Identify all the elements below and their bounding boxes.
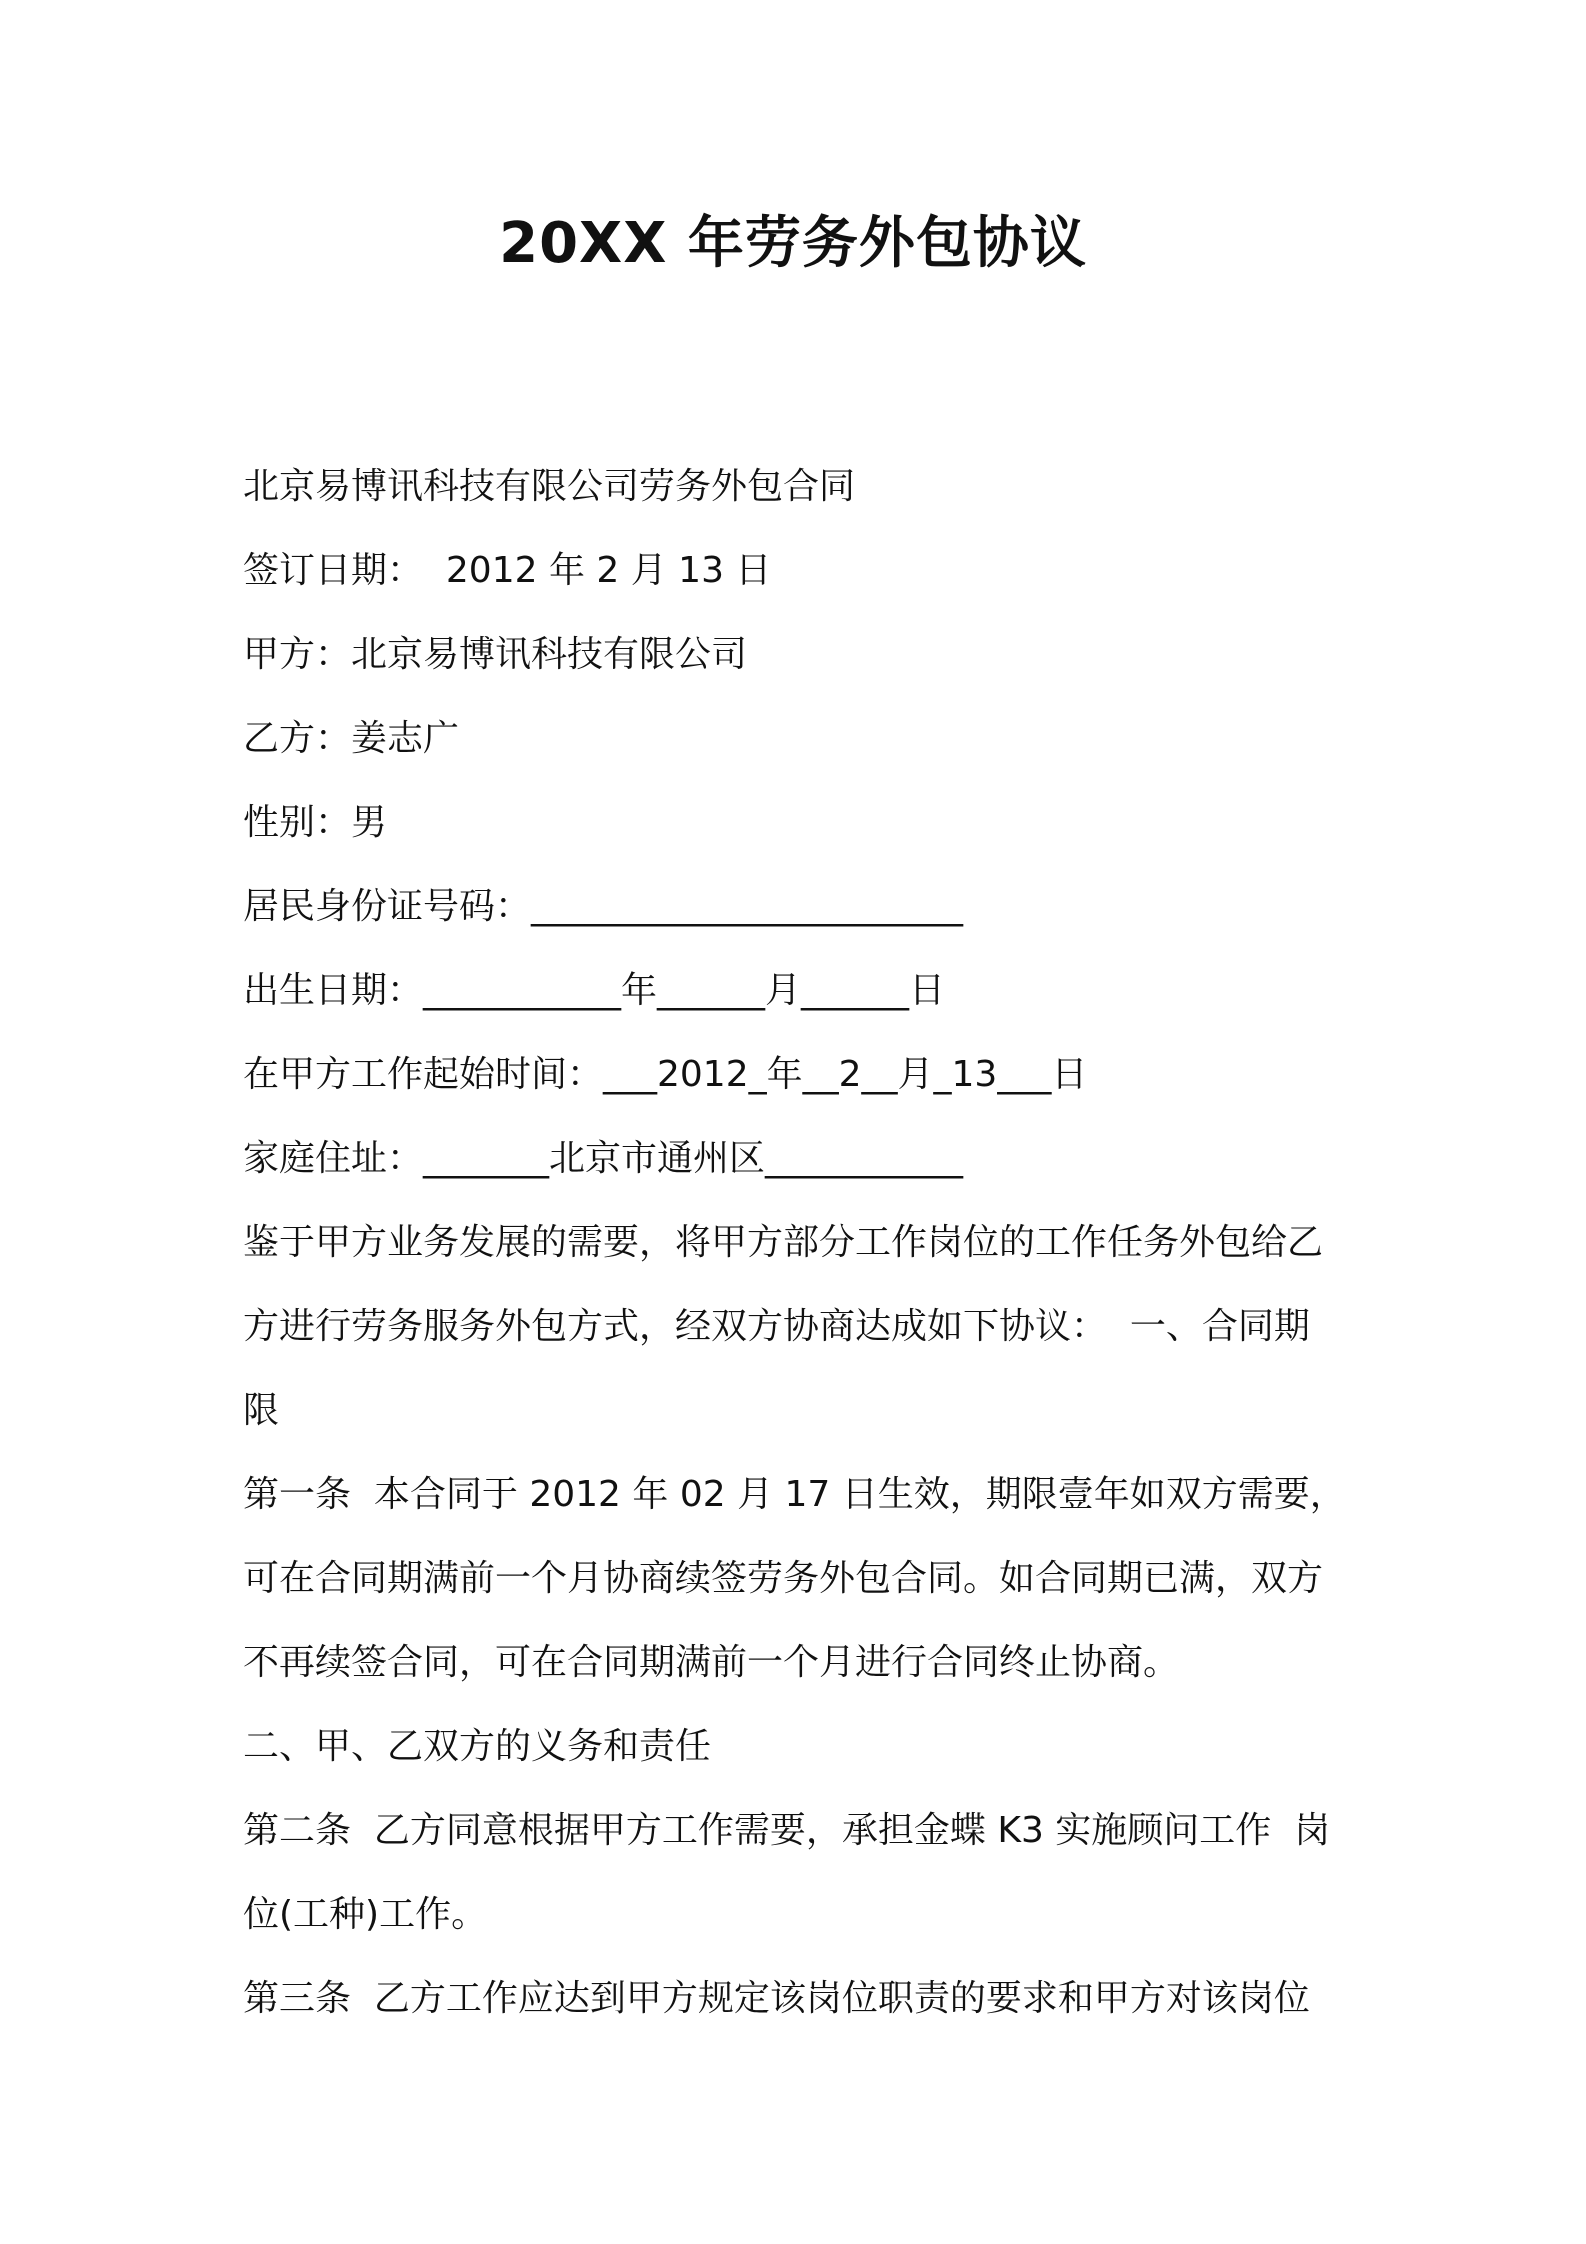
article-2-line: 第二条 乙方同意根据甲方工作需要，承担金蝶 K3 实施顾问工作 岗	[243, 1810, 1331, 1851]
home-address: 家庭住址：_______北京市通州区___________	[243, 1138, 964, 1179]
contract-name: 北京易博讯科技有限公司劳务外包合同	[243, 466, 856, 507]
article-2-line: 位(工种)工作。	[243, 1894, 488, 1935]
party-b: 乙方：姜志广	[243, 718, 460, 759]
section-heading: 二、甲、乙双方的义务和责任	[243, 1726, 712, 1767]
article-1-line: 第一条 本合同于 2012 年 02 月 17 日生效，期限壹年如双方需要，	[243, 1474, 1346, 1515]
birth-date: 出生日期：___________年______月______日	[243, 970, 946, 1011]
party-a: 甲方：北京易博讯科技有限公司	[243, 634, 748, 675]
article-1-line: 可在合同期满前一个月协商续签劳务外包合同。如合同期已满，双方	[243, 1558, 1324, 1599]
start-date: 在甲方工作起始时间：___2012_年__2__月_13___日	[243, 1054, 1088, 1095]
signing-date: 签订日期： 2012 年 2 月 13 日	[243, 550, 772, 591]
article-1-line: 不再续签合同，可在合同期满前一个月进行合同终止协商。	[243, 1642, 1180, 1683]
document-body	[243, 445, 1353, 2041]
gender: 性别：男	[243, 802, 388, 843]
id-number: 居民身份证号码：________________________	[243, 886, 964, 927]
paragraph-line: 鉴于甲方业务发展的需要，将甲方部分工作岗位的工作任务外包给乙	[243, 1222, 1324, 1263]
paragraph-line: 限	[243, 1390, 280, 1431]
document-title: 20XX 年劳务外包协议	[499, 211, 1087, 276]
paragraph-line: 方进行劳务服务外包方式，经双方协商达成如下协议： 一、合同期	[243, 1306, 1310, 1347]
article-3-line: 第三条 乙方工作应达到甲方规定该岗位职责的要求和甲方对该岗位	[243, 1978, 1310, 2019]
